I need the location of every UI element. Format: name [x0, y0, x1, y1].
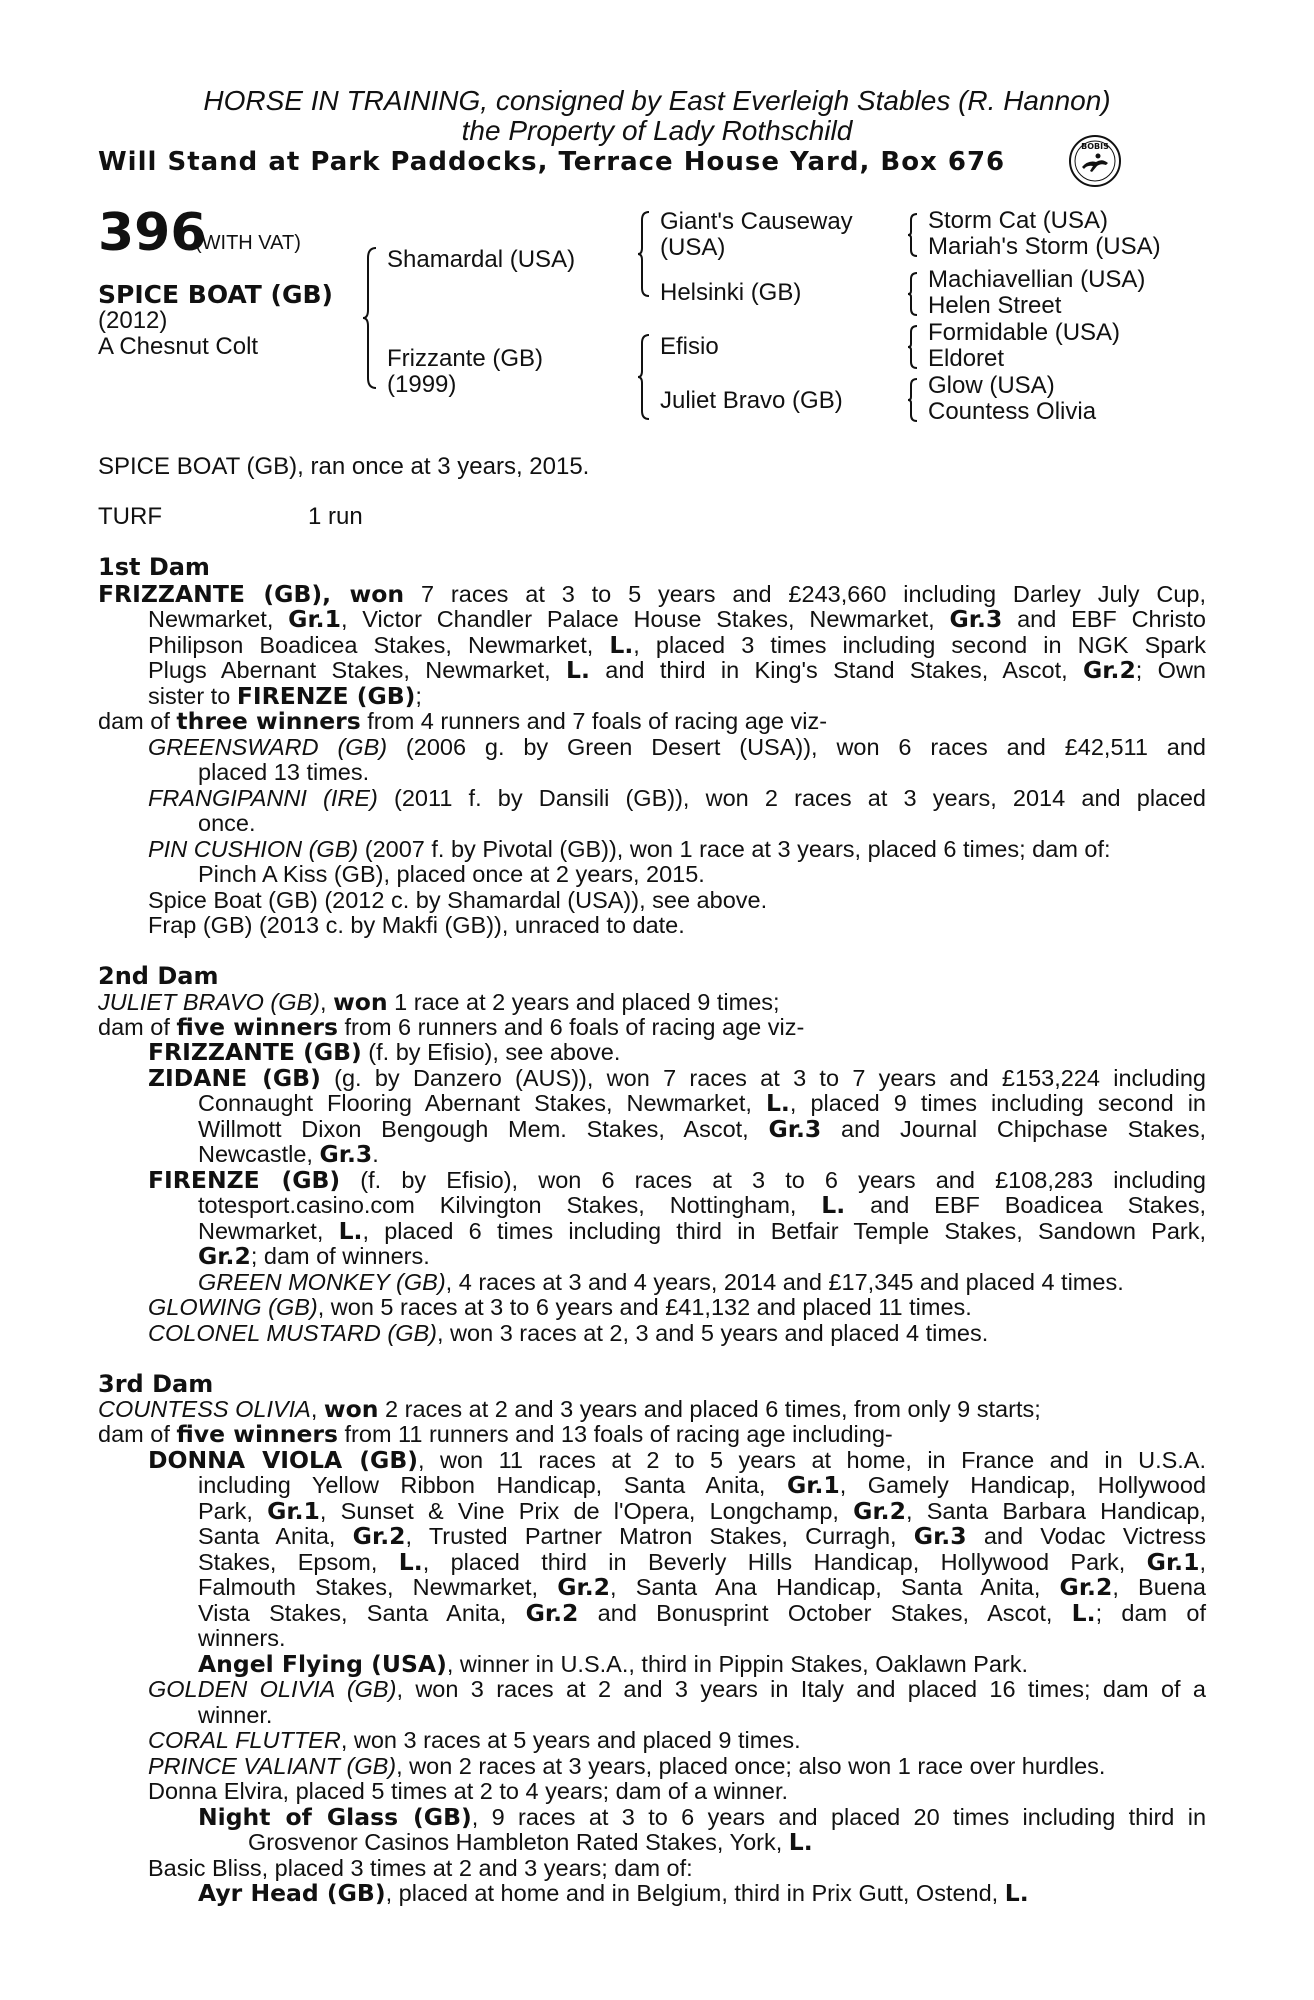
pedigree-dam: Frizzante (GB) — [387, 345, 544, 372]
pedigree-dam-sire: Efisio — [660, 333, 719, 360]
pedigree-dam-year: (1999) — [387, 371, 457, 398]
pedigree-ddd: Countess Olivia — [928, 398, 1097, 425]
pedigree-sire-dam: Helsinki (GB) — [660, 279, 802, 306]
progeny-entry: Basic Bliss, placed 3 times at 2 and 3 years; dam of: — [148, 1855, 693, 1881]
progeny-entry: GREENSWARD (GB) (2006 g. by Green Desert (USA)), won 6 races and £42,511 and — [148, 734, 1206, 760]
second-dam-heading: 2nd Dam — [98, 962, 219, 990]
progeny-entry: Santa Anita, Gr.2, Trusted Partner Matron Stakes, Curragh, Gr.3 and Vodac Victress — [198, 1522, 1206, 1550]
third-dam-line: dam of five winners from 11 runners and 13 foals of racing age including- — [98, 1420, 893, 1448]
progeny-entry: COLONEL MUSTARD (GB), won 3 races at 2, 3 and 5 years and placed 4 times. — [148, 1320, 989, 1346]
progeny-entry: Connaught Flooring Abernant Stakes, Newmarket, L., placed 9 times including second in — [198, 1089, 1206, 1117]
progeny-entry: winners. — [198, 1625, 286, 1651]
horse-description: A Chesnut Colt — [98, 333, 259, 360]
progeny-entry: Stakes, Epsom, L., placed third in Beverly Hills Handicap, Hollywood Park, Gr.1, — [198, 1548, 1206, 1576]
stabling-line: Will Stand at Park Paddocks, Terrace House Yard, Box 676 — [98, 147, 1006, 177]
progeny-entry: placed 13 times. — [198, 759, 370, 785]
horse-foaling-year: (2012) — [98, 307, 168, 334]
pedigree-dsd: Eldoret — [928, 345, 1005, 372]
third-dam-heading: 3rd Dam — [98, 1370, 214, 1398]
progeny-entry: DONNA VIOLA (GB), won 11 races at 2 to 5 years at home, in France and in U.S.A. — [148, 1446, 1207, 1474]
progeny-entry: PRINCE VALIANT (GB), won 2 races at 3 years, placed once; also won 1 race over hurdles. — [148, 1753, 1106, 1779]
progeny-entry: Newcastle, Gr.3. — [198, 1140, 379, 1168]
first-dam-heading: 1st Dam — [98, 553, 210, 581]
progeny-entry: Falmouth Stakes, Newmarket, Gr.2, Santa Ana Handicap, Santa Anita, Gr.2, Buena — [198, 1573, 1206, 1601]
pedigree-brace-ds — [907, 324, 919, 370]
pedigree-sds: Machiavellian (USA) — [928, 266, 1146, 293]
first-dam-line: Philipson Boadicea Stakes, Newmarket, L., placed 3 times including second in NGK Spark — [148, 631, 1206, 659]
pedigree-sire-sire-country: (USA) — [660, 234, 726, 261]
progeny-entry: ZIDANE (GB) (g. by Danzero (AUS)), won 7 races at 3 to 7 years and £153,224 including — [148, 1064, 1207, 1092]
pedigree-brace-sd — [907, 271, 919, 317]
surface-label: TURF — [98, 503, 162, 530]
first-dam-line: FRIZZANTE (GB), won 7 races at 3 to 5 years and £243,660 including Darley July Cup, — [98, 580, 1206, 608]
progeny-entry: Spice Boat (GB) (2012 c. by Shamardal (USA)), see above. — [148, 887, 768, 913]
pedigree-dds: Glow (USA) — [928, 372, 1055, 399]
pedigree-brace-dam — [637, 333, 651, 421]
progeny-entry: GOLDEN OLIVIA (GB), won 3 races at 2 and 3 years in Italy and placed 16 times; dam of a — [148, 1676, 1206, 1702]
pedigree-brace-ss — [907, 212, 919, 258]
progeny-entry: FRANGIPANNI (IRE) (2011 f. by Dansili (GB)), won 2 races at 3 years, 2014 and placed — [148, 785, 1206, 811]
progeny-entry: Park, Gr.1, Sunset & Vine Prix de l'Opera, Longchamp, Gr.2, Santa Barbara Handicap, — [198, 1497, 1206, 1525]
horse-name: SPICE BOAT (GB) — [98, 280, 333, 309]
progeny-entry: Night of Glass (GB), 9 races at 3 to 6 years and placed 20 times including third in — [198, 1803, 1207, 1831]
progeny-entry: Frap (GB) (2013 c. by Makfi (GB)), unraced to date. — [148, 912, 685, 938]
progeny-entry: Ayr Head (GB), placed at home and in Belgium, third in Prix Gutt, Ostend, L. — [198, 1879, 1029, 1907]
progeny-entry: Willmott Dixon Bengough Mem. Stakes, Ascot, Gr.3 and Journal Chipchase Stakes, — [198, 1115, 1207, 1143]
pedigree-dss: Formidable (USA) — [928, 319, 1121, 346]
race-record: SPICE BOAT (GB), ran once at 3 years, 2015. — [98, 453, 590, 480]
owner-line: the Property of Lady Rothschild — [461, 115, 853, 146]
bobis-logo-text: BOBIS — [1081, 142, 1109, 151]
third-dam-line: COUNTESS OLIVIA, won 2 races at 2 and 3 years and placed 6 times, from only 9 starts; — [98, 1395, 1041, 1423]
progeny-entry: FIRENZE (GB) (f. by Efisio), won 6 races at 3 to 6 years and £108,283 including — [148, 1166, 1206, 1194]
pedigree-sire: Shamardal (USA) — [387, 246, 576, 273]
first-dam-line: Newmarket, Gr.1, Victor Chandler Palace House Stakes, Newmarket, Gr.3 and EBF Christo — [148, 605, 1207, 633]
first-dam-line: dam of three winners from 4 runners and 7 foals of racing age viz- — [98, 707, 828, 735]
progeny-entry: Donna Elvira, placed 5 times at 2 to 4 years; dam of a winner. — [148, 1778, 789, 1804]
progeny-entry: Vista Stakes, Santa Anita, Gr.2 and Bonusprint October Stakes, Ascot, L.; dam of — [198, 1599, 1207, 1627]
progeny-entry: PIN CUSHION (GB) (2007 f. by Pivotal (GB)), won 1 race at 3 years, placed 6 times; dam of: — [148, 836, 1111, 862]
lot-vat-label: (WITH VAT) — [195, 232, 301, 254]
pedigree-ssd: Mariah's Storm (USA) — [928, 233, 1161, 260]
progeny-entry: Pinch A Kiss (GB), placed once at 2 years, 2015. — [198, 861, 705, 887]
pedigree-dam-dam: Juliet Bravo (GB) — [660, 387, 843, 414]
pedigree-brace-sire — [637, 210, 651, 298]
progeny-entry: CORAL FLUTTER, won 3 races at 5 years and placed 9 times. — [148, 1727, 801, 1753]
first-dam-line: Plugs Abernant Stakes, Newmarket, L. and third in King's Stand Stakes, Ascot, Gr.2; Own — [148, 656, 1206, 684]
progeny-entry: totesport.casino.com Kilvington Stakes, Nottingham, L. and EBF Boadicea Stakes, — [198, 1191, 1206, 1219]
bobis-logo-icon — [1068, 134, 1122, 188]
progeny-entry: winner. — [198, 1702, 273, 1728]
progeny-entry: including Yellow Ribbon Handicap, Santa Anita, Gr.1, Gamely Handicap, Hollywood — [198, 1471, 1207, 1499]
progeny-entry: Gr.2; dam of winners. — [198, 1242, 430, 1270]
progeny-entry: GLOWING (GB), won 5 races at 3 to 6 years and £41,132 and placed 11 times. — [148, 1294, 972, 1320]
second-dam-line: JULIET BRAVO (GB), won 1 race at 2 years and placed 9 times; — [98, 988, 780, 1016]
pedigree-brace-gen1 — [362, 246, 378, 390]
pedigree-sdd: Helen Street — [928, 292, 1062, 319]
pedigree-sire-sire: Giant's Causeway — [660, 208, 853, 235]
progeny-entry: GREEN MONKEY (GB), 4 races at 3 and 4 years, 2014 and £17,345 and placed 4 times. — [198, 1269, 1124, 1295]
lot-number: 396 — [98, 203, 207, 263]
first-dam-line: sister to FIRENZE (GB); — [148, 682, 422, 710]
pedigree-brace-dd — [907, 377, 919, 423]
second-dam-line: dam of five winners from 6 runners and 6 foals of racing age viz- — [98, 1013, 805, 1041]
progeny-entry: Grosvenor Casinos Hambleton Rated Stakes, York, L. — [248, 1828, 813, 1856]
pedigree-sss: Storm Cat (USA) — [928, 207, 1109, 234]
progeny-entry: Angel Flying (USA), winner in U.S.A., third in Pippin Stakes, Oaklawn Park. — [198, 1650, 1029, 1678]
progeny-entry: FRIZZANTE (GB) (f. by Efisio), see above. — [148, 1038, 621, 1066]
surface-runs: 1 run — [308, 503, 363, 530]
progeny-entry: Newmarket, L., placed 6 times including third in Betfair Temple Stakes, Sandown Park, — [198, 1217, 1207, 1245]
progeny-entry: once. — [198, 810, 256, 836]
consignor-line: HORSE IN TRAINING, consigned by East Everleigh Stables (R. Hannon) — [203, 85, 1111, 116]
